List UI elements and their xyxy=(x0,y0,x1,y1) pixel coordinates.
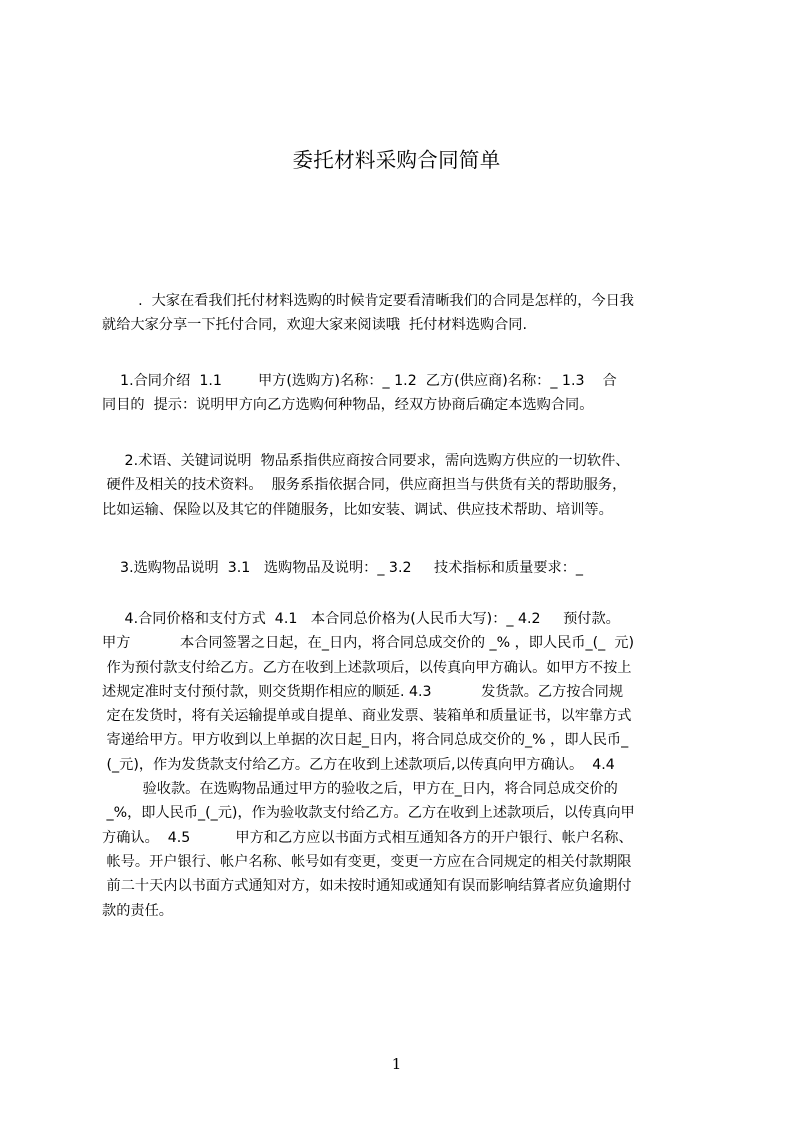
text-line: 述规定准时支付预付款，则交货期作相应的顺延. 4.3 发货款。乙方按合同规 xyxy=(102,683,624,700)
section-1-paragraph xyxy=(102,369,700,418)
text-line: (_元)，作为发货款支付给乙方。乙方在收到上述款项后,以传真向甲方确认。 4.4 xyxy=(102,756,615,773)
text-line: 1.合同介绍 1.1 甲方(选购方)名称：_ 1.2 乙方(供应商)名称：_ 1.3 合 xyxy=(102,373,617,389)
section-3-paragraph xyxy=(102,556,700,580)
text-line: . 大家在看我们托付材料选购的时候肯定要看清晰我们的合同是怎样的，今日我 xyxy=(102,293,634,309)
text-line: 2.术语、关键词说明 物品系指供应商按合同要求，需向选购方供应的一切软件、 xyxy=(102,453,630,469)
text-line: 甲方 本合同签署之日起，在_日内，将合同总成交价的 _% ，即人民币_(_ 元) xyxy=(102,635,635,652)
text-line: _%，即人民币_(_元)，作为验收款支付给乙方。乙方在收到上述款项后，以传真向甲 xyxy=(102,805,635,822)
text-line: 同目的 提示：说明甲方向乙方选购何种物品，经双方协商后确定本选购合同。 xyxy=(102,397,594,414)
text-line: 款的责任。 xyxy=(102,902,173,919)
text-line: 帐号。开户银行、帐户名称、帐号如有变更，变更一方应在合同规定的相关付款期限 xyxy=(102,853,632,870)
text-line: 4.合同价格和支付方式 4.1 本合同总价格为(人民币大写)：_ 4.2 预付款。 xyxy=(102,611,620,627)
text-line: 3.选购物品说明 3.1 选购物品及说明：_ 3.2 技术指标和质量要求：_ xyxy=(102,560,583,576)
text-line: 寄递给甲方。甲方收到以上单据的次日起_日内，将合同总成交价的_% ，即人民币_ xyxy=(102,732,629,749)
page-number: 1 xyxy=(391,1055,402,1073)
text-line: 验收款。在选购物品通过甲方的验收之后，甲方在_日内，将合同总成交价的 xyxy=(102,781,618,798)
text-line: 就给大家分享一下托付合同，欢迎大家来阅读哦 托付材料选购合同. xyxy=(102,317,527,334)
section-2-paragraph xyxy=(102,449,700,522)
text-line: 比如运输、保险以及其它的伴随服务，比如安装、调试、供应技术帮助、培训等。 xyxy=(102,501,613,518)
intro-paragraph xyxy=(102,289,700,338)
text-line: 硬件及相关的技术资料。 服务系指依据合同，供应商担当与供货有关的帮助服务， xyxy=(102,477,627,494)
text-line: 方确认。 4.5 甲方和乙方应以书面方式相互通知各方的开户银行、帐户名称、 xyxy=(102,829,633,846)
document-title: 委托材料采购合同简单 xyxy=(292,148,501,172)
text-line: 前二十天内以书面方式通知对方，如未按时通知或通知有误而影响结算者应负逾期付 xyxy=(102,878,632,895)
text-line: 定在发货时，将有关运输提单或自提单、商业发票、装箱单和质量证书，以牢靠方式 xyxy=(102,708,632,725)
section-4-paragraph xyxy=(102,607,700,923)
text-line: 作为预付款支付给乙方。乙方在收到上述款项后，以传真向甲方确认。如甲方不按上 xyxy=(102,659,632,676)
